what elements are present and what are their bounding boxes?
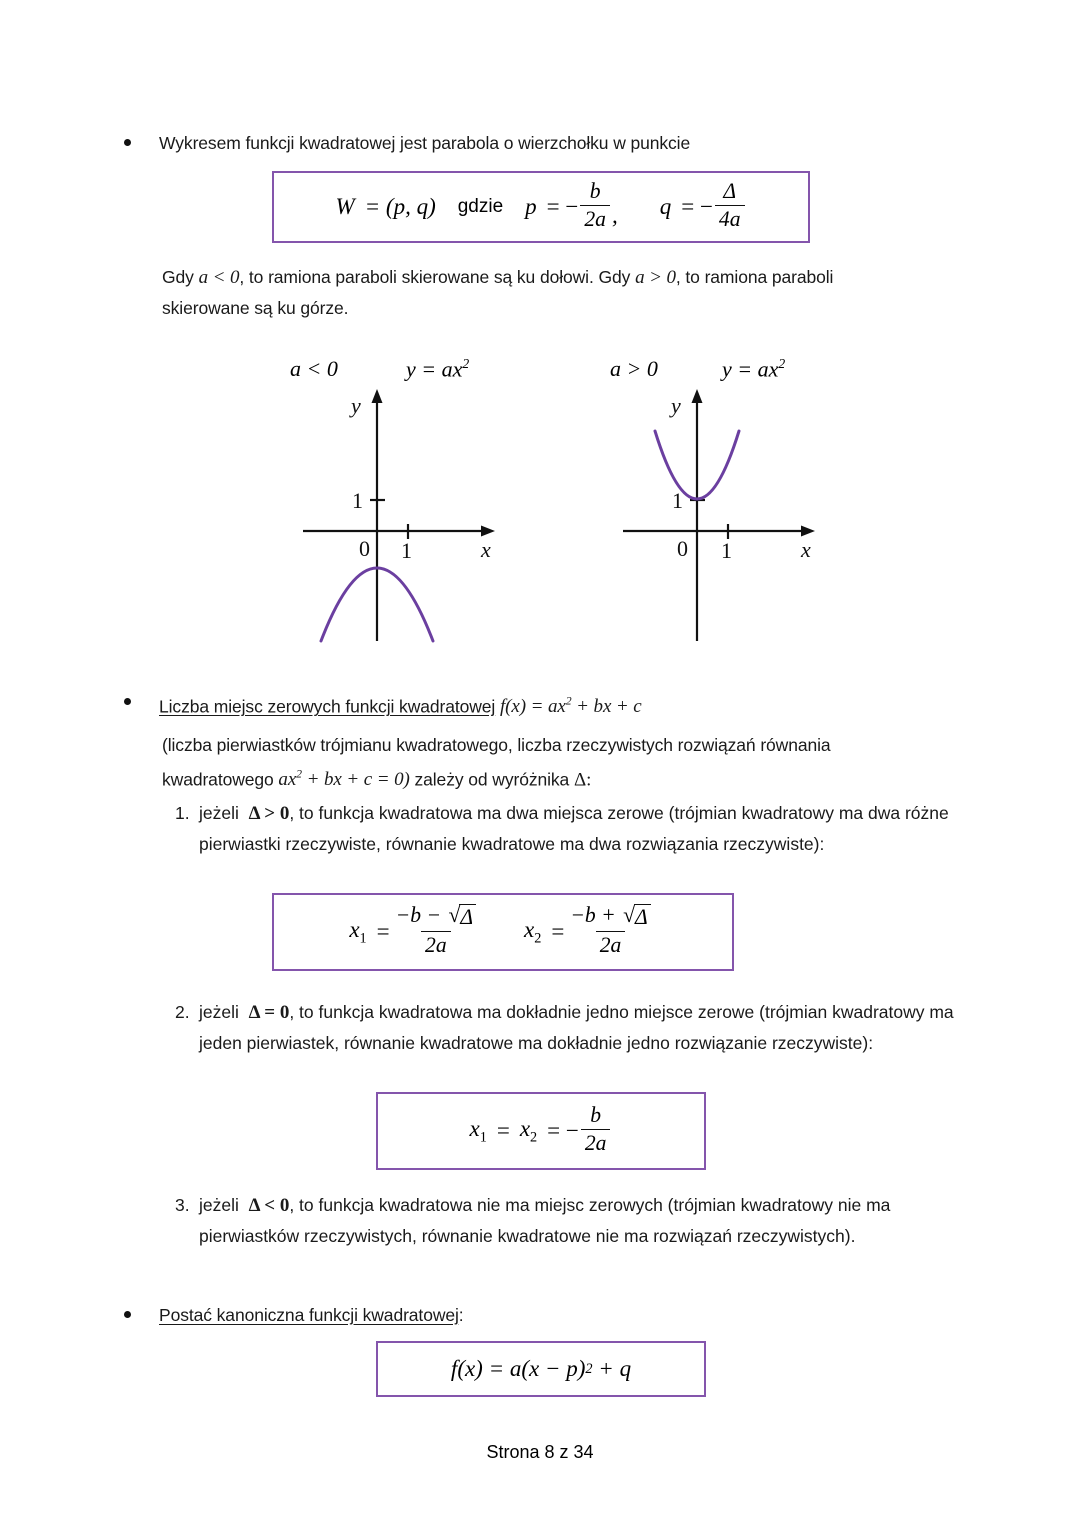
formula-vertex [335,181,746,233]
graph-right-x-tick-label: 1 [721,538,732,563]
page-footer: Strona 8 z 34 [486,1442,594,1462]
formula-box-vertex [272,171,810,243]
bullet-zeros [124,687,974,722]
zeros-heading: Liczba miejsc zerowych funkcji kwadratowej [159,696,496,717]
formula-canonical-f: f [450,1356,458,1381]
graph-parabola-negative-a [285,385,515,645]
graph-parabola-positive-a [605,385,835,645]
formula-roots-x1-numerator: −b − √ Δ [392,904,480,931]
formula-double-root [470,1105,613,1157]
formula-vertex-p-eq: = − [546,193,579,219]
graph-left-y-label: y [351,393,361,418]
vertex-note-c: , to ramiona paraboli [675,267,834,287]
formula-vertex-q-denominator: 4a [715,205,745,232]
formula-vertex-q-numerator: Δ [723,179,737,204]
formula-vertex-p-fraction [580,180,610,232]
list-item-1-marker: 1. [175,803,190,823]
graph-right-y-arrow [692,389,703,403]
formula-roots-x2-numerator: −b + √ Δ [566,904,654,931]
formula-vertex-q: q [659,193,672,219]
formula-vertex-eq: = (p, q) [364,193,436,219]
graph-left-x-arrow [481,526,495,537]
list-item-delta-zero [175,997,965,1058]
formula-vertex-p-denominator: 2a [580,205,610,232]
canonical-heading-colon: : [458,1305,464,1325]
list-item-delta-positive [175,798,965,859]
vertex-note-line2: skierowane są ku górze. [162,298,349,318]
list-item-3-body: jeżeli Δ < 0, to funkcja kwadratowa nie ma miejsc zerowych (trójmian kwadratowy nie ma pierwiastków rzeczywistych, równanie kwadratowe nie ma rozwiązań rzeczywistych). [199,1195,891,1246]
formula-double-root-eq1: = [496,1117,510,1143]
formula-roots-x2-fraction [566,904,654,958]
formula-double-root-eq2: = − [547,1117,579,1143]
list-item-2-body: jeżeli Δ = 0, to funkcja kwadratowa ma dokładnie jedno miejsce zerowe (trójmian kwadratowy ma jeden pierwiastek, równanie kwadratowe ma dokładnie jedno rozwiązanie rzeczywiste): [199,1002,954,1053]
list-item-3-marker: 3. [175,1195,190,1215]
bullet-vertex-text: Wykresem funkcji kwadratowej jest parabola o wierzchołku w punkcie [159,133,691,153]
zeros-heading-formula: $f(x) = ax^2$ + bx + c [499,695,642,718]
graph-right-x-label: x [801,537,811,562]
graph-left-origin-label: 0 [359,536,370,561]
graph-left-x-tick-label: 1 [401,538,412,563]
formula-vertex-w: W [335,193,355,219]
formula-roots-x1-fraction [392,904,480,958]
bullet-marker-icon [124,1311,131,1318]
zeros-intro-delta: Δ: [573,769,592,791]
formula-vertex-q-eq: = − [681,193,713,219]
canonical-heading: Postać kanoniczna funkcji kwadratowej [159,1305,459,1325]
bullet-marker-icon [124,698,131,705]
bullet-vertex [124,128,974,158]
formula-roots [349,905,656,959]
graph-right-x-arrow [801,526,815,537]
vertex-note-math-2: a > 0 [635,267,676,288]
vertex-note [162,262,952,323]
graph-right-equation: $y = ax^2$ [722,356,786,382]
formula-canonical [451,1356,631,1382]
formula-canonical-rest: (x) = a(x − p) [457,1356,586,1381]
formula-roots-x2-eq: = [551,918,565,944]
graph-right-condition: a > 0 [610,356,658,381]
formula-double-root-denominator: 2a [581,1129,611,1156]
formula-double-root-fraction [581,1104,611,1156]
graph-right-y-label: y [671,393,681,418]
formula-box-double-root [376,1092,706,1170]
formula-roots-x2: $x_2$ [524,916,542,947]
formula-double-root-numerator: b [590,1103,602,1128]
formula-roots-x2-denominator: 2a [596,931,626,958]
vertex-note-b: , to ramiona paraboli skierowane są ku dołowi. Gdy [239,267,631,287]
list-item-2-marker: 2. [175,1002,190,1022]
vertex-note-a: Gdy [162,267,194,287]
formula-vertex-p-numerator: b [589,179,601,204]
formula-vertex-gdzie: gdzie [457,195,504,217]
graph-right-y-tick-label: 1 [672,488,683,513]
zeros-intro-line1: (liczba pierwiastków trójmianu kwadratowego, liczba rzeczywistych rozwiązań równania [162,735,831,755]
formula-roots-x1: $x_1$ [349,916,367,947]
list-item-1-condition: Δ > 0 [248,803,290,824]
formula-double-root-x1: $x_1$ [469,1115,487,1146]
formula-roots-x1-eq: = [376,918,390,944]
zeros-intro-line2-a: kwadratowego [162,769,274,790]
bullet-marker-icon [124,139,131,146]
zeros-intro [162,730,962,795]
graph-left-condition: a < 0 [290,356,338,381]
formula-roots-x1-denominator: 2a [421,931,451,958]
formula-vertex-p: p [525,193,537,219]
formula-box-canonical [376,1341,706,1397]
graph-left-x-label: x [481,537,491,562]
list-item-delta-negative [175,1190,965,1251]
formula-canonical-exp: 2 [585,1360,593,1377]
formula-canonical-tail: + q [598,1356,632,1381]
zeros-intro-math: $ax^2$ + bx + c = 0) [278,768,410,791]
formula-vertex-comma: , [611,202,618,228]
vertex-note-math-1: a < 0 [198,267,240,288]
formula-vertex-q-fraction [715,180,745,232]
list-item-3-condition: Δ < 0 [248,1195,290,1216]
bullet-canonical [124,1300,974,1330]
graph-left-equation: $y = ax^2$ [406,356,470,382]
graph-left-y-tick-label: 1 [352,488,363,513]
formula-double-root-x2: $x_2$ [519,1115,538,1146]
graph-left-y-arrow [372,389,383,403]
zeros-intro-line2-b: zależy od wyróżnika [414,769,570,790]
list-item-1-body: jeżeli Δ > 0, to funkcja kwadratowa ma dwa miejsca zerowe (trójmian kwadratowy ma dwa różne pierwiastki rzeczywiste, równanie kwadratowe ma dwa rozwiązania rzeczywiste): [199,803,949,854]
list-item-2-condition: Δ = 0 [248,1002,290,1023]
formula-box-roots [272,893,734,971]
graph-right-origin-label: 0 [677,536,688,561]
